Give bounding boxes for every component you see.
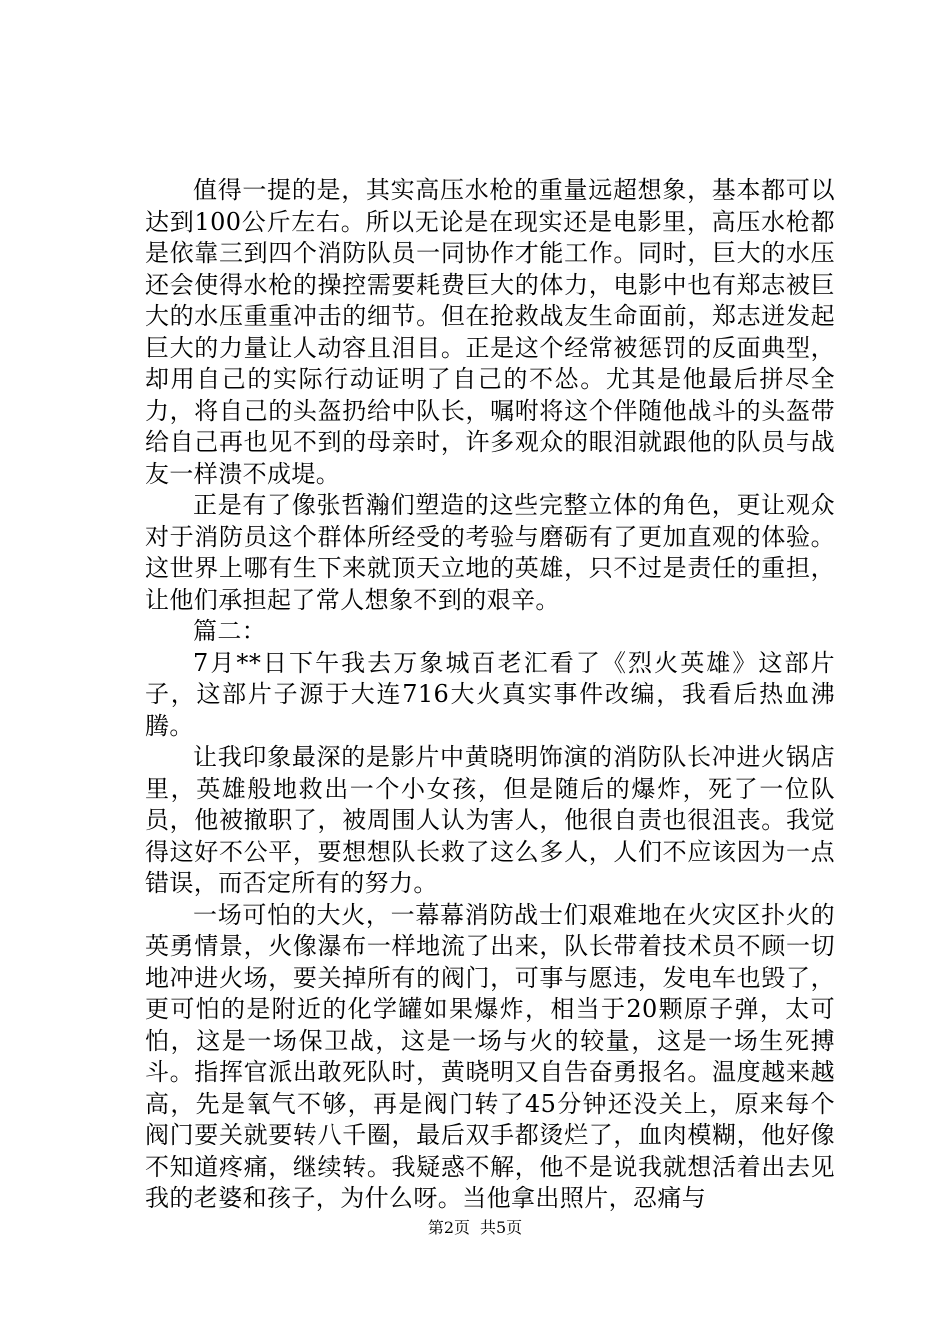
- page-total: 共5页: [480, 1218, 523, 1237]
- paragraph: 让我印象最深的是影片中黄晓明饰演的消防队长冲进火锅店里，英雄般地救出一个小女孩，但是随后的爆炸，死了一位队员，他被撤职了，被周围人认为害人，他很自责也很沮丧。我觉得这好不公平，要想想队长救了这么多人，人们不应该因为一点错误，而否定所有的努力。: [145, 743, 835, 897]
- paragraph: 7月**日下午我去万象城百老汇看了《烈火英雄》这部片子，这部片子源于大连716大火真实事件改编，我看后热血沸腾。: [145, 648, 835, 740]
- document-body: [145, 175, 835, 1215]
- paragraph: 正是有了像张哲瀚们塑造的这些完整立体的角色，更让观众对于消防员这个群体所经受的考验与磨砺有了更加直观的体验。这世界上哪有生下来就顶天立地的英雄，只不过是责任的重担，让他们承担起了常人想象不到的艰辛。: [145, 491, 835, 614]
- paragraph: 一场可怕的大火，一幕幕消防战士们艰难地在火灾区扑火的英勇情景，火像瀑布一样地流了出来，队长带着技术员不顾一切地冲进火场，要关掉所有的阀门，可事与愿违，发电车也毁了，更可怕的是附近的化学罐如果爆炸，相当于20颗原子弹，太可怕，这是一场保卫战，这是一场与火的较量，这是一场生死搏斗。指挥官派出敢死队时，黄晓明又自告奋勇报名。温度越来越高，先是氧气不够，再是阀门转了45分钟还没关上，原来每个阀门要关就要转八千圈，最后双手都烫烂了，血肉模糊，他好像不知道疼痛，继续转。我疑惑不解，他不是说我就想活着出去见我的老婆和孩子，为什么呀。当他拿出照片，忍痛与: [145, 900, 835, 1212]
- page-number: 第2页: [427, 1218, 470, 1237]
- page-footer: [0, 1218, 950, 1238]
- paragraph: 值得一提的是，其实高压水枪的重量远超想象，基本都可以达到100公斤左右。所以无论是在现实还是电影里，高压水枪都是依靠三到四个消防队员一同协作才能工作。同时，巨大的水压还会使得水枪的操控需要耗费巨大的体力，电影中也有郑志被巨大的水压重重冲击的细节。但在抢救战友生命面前，郑志迸发起巨大的力量让人动容且泪目。正是这个经常被惩罚的反面典型，却用自己的实际行动证明了自己的不怂。尤其是他最后拼尽全力，将自己的头盔扔给中队长，嘱咐将这个伴随他战斗的头盔带给自己再也见不到的母亲时，许多观众的眼泪就跟他的队员与战友一样溃不成堤。: [145, 176, 835, 488]
- section-heading: 篇二：: [193, 617, 267, 645]
